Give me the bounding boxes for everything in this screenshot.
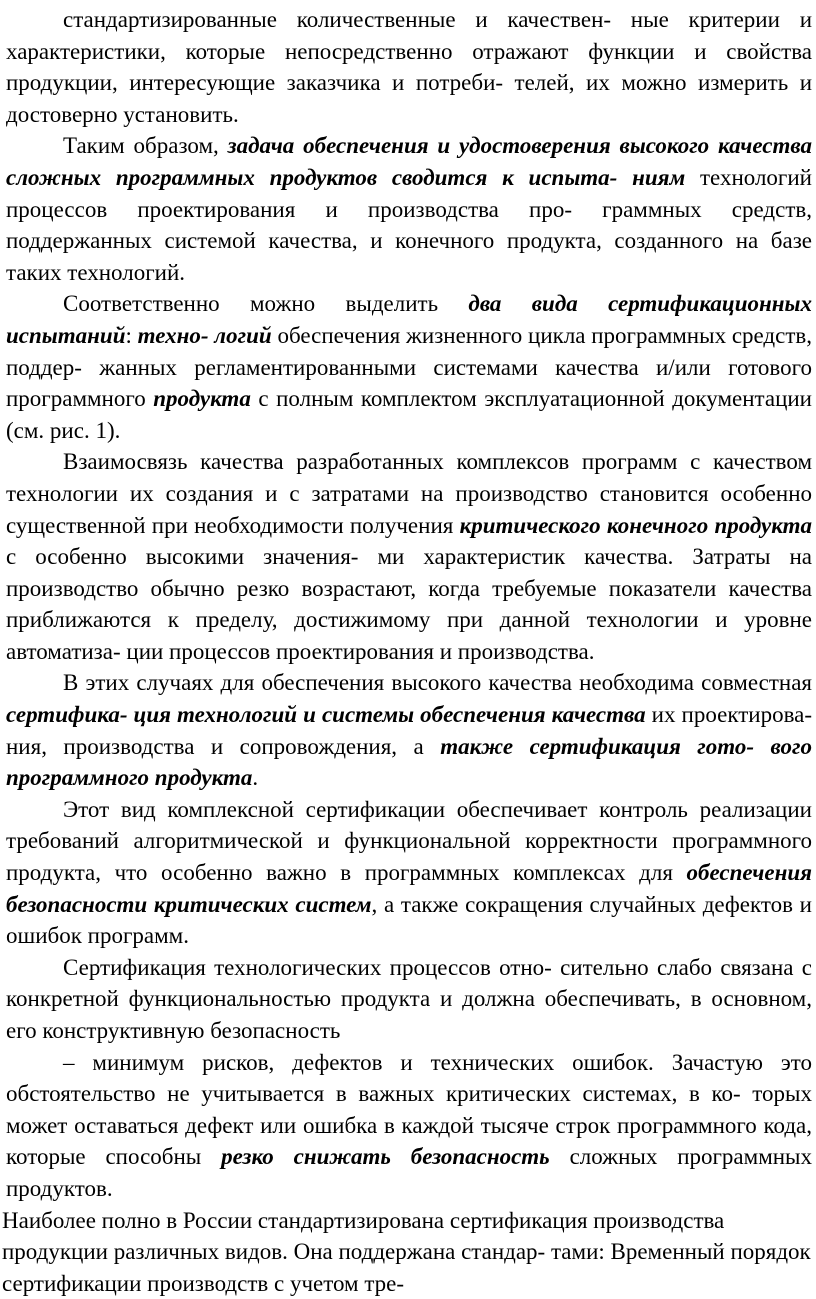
text-run: – минимум рисков, дефектов и технических ошибок. Зачастую это обстоятельство не учитывается в важных критических системах, в ко- торых может оставаться дефект или ошибка в каждой тысяче строк программного кода, которые способны	[6, 1049, 812, 1170]
text-run: с особенно высокими значения- ми характеристик качества. Затраты на производство обычно резко возрастают, когда требуемые показатели качества приближаются к пределу, достижимому при данной технологии и уровне автоматиза- ции процессов проектирования и производства.	[6, 544, 812, 664]
paragraph-8	[6, 1047, 812, 1205]
emphasized-text: обеспечения безопасности критических систем	[6, 860, 812, 917]
paragraph-7	[6, 952, 812, 1047]
document-body	[2, 4, 813, 1299]
text-run: .	[252, 765, 259, 791]
paragraph-9	[2, 1205, 812, 1299]
text-run: с полным комплектом эксплуатационной документации (см. рис. 1).	[6, 386, 812, 443]
paragraph-4	[6, 446, 812, 667]
text-run: Взаимосвязь качества разработанных комплексов программ с качеством технологии их создания и с затратами на производство становится особенно существенной при необходимости получения	[6, 449, 812, 538]
emphasized-text: сертифика- ция технологий и системы обеспечения качества	[6, 702, 646, 728]
emphasized-text: критического конечного продукта	[459, 512, 812, 538]
emphasized-text: техно- логий	[137, 322, 272, 348]
text-run: В этих случаях для обеспечения высокого качества необходима совместная	[63, 670, 812, 696]
paragraph-1	[6, 4, 812, 130]
paragraph-2	[6, 130, 812, 288]
emphasized-text: продукта	[153, 386, 251, 412]
text-run: , а также сокращения случайных дефектов и ошибок программ.	[6, 891, 812, 949]
emphasized-text: два вида сертификационных испытаний	[6, 291, 812, 348]
text-run: Наиболее полно в России стандартизирована сертификация производства продукции различных видов. Она поддержана стандар- тами: Временный порядок сертификации производств с учетом тре-	[2, 1207, 811, 1296]
emphasized-text: также сертификация гото- вого программного продукта	[6, 733, 812, 791]
text-run: :	[125, 322, 138, 348]
text-run: Сертификация технологических процессов отно- сительно слабо связана с конкретной функциональностью продукта и должна обеспечивать, в основном, его конструктивную безопасность	[6, 954, 812, 1043]
text-run: сложных программных продуктов.	[6, 1144, 813, 1201]
text-run: Соответственно можно выделить	[63, 291, 469, 317]
text-run: Таким образом,	[63, 133, 228, 159]
text-run: их проектирова- ния, производства и сопровождения, а	[6, 702, 812, 759]
emphasized-text: задача обеспечения и удостоверения высокого качества сложных программных продуктов сводится к испыта- ниям	[6, 133, 812, 190]
paragraph-5	[6, 667, 812, 793]
paragraph-6	[6, 794, 812, 952]
text-run: стандартизированные количественные и качествен- ные критерии и характеристики, которые непосредственно отражают функции и свойства продукции, интересующие заказчика и потреби- телей, их можно измерить и достоверно установить.	[6, 7, 812, 127]
text-run: Этот вид комплексной сертификации обеспечивает контроль реализации требований алгоритмической и функциональной корректности программного продукта, что особенно важно в программных комплексах для	[6, 796, 812, 886]
text-run: технологий процессов проектирования и производства про- граммных средств, поддержанных системой качества, и конечного продукта, созданного на базе таких технологий.	[6, 164, 812, 285]
emphasized-text: резко снижать безопасность	[221, 1144, 550, 1170]
paragraph-3	[6, 288, 812, 446]
text-run: обеспечения жизненного цикла программных средств, поддер- жанных регламентированными системами качества и/или готового программного	[6, 322, 813, 412]
